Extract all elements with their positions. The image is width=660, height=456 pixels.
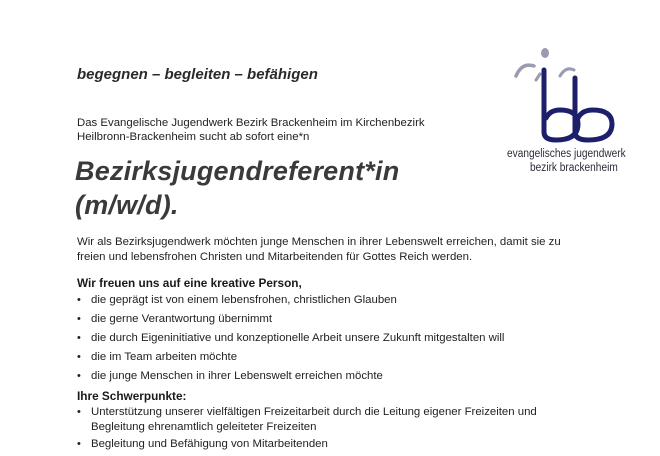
- list-item: • die gerne Verantwortung übernimmt: [77, 313, 273, 325]
- bullet-icon: •: [77, 370, 81, 382]
- bullet-icon: •: [77, 351, 81, 363]
- intro-text: [77, 116, 477, 144]
- job-title: [75, 154, 399, 222]
- description-line-2: freien und lebensfrohen Christen und Mitarbeitenden für Gottes Reich werden.: [77, 251, 473, 263]
- job-title-line-2: (m/w/d).: [75, 190, 179, 220]
- intro-line-1: Das Evangelische Jugendwerk Bezirk Brackenheim im Kirchenbezirk: [77, 117, 425, 129]
- list-item: • die durch Eigeninitiative und konzeptionelle Arbeit unsere Zukunft mitgestalten will: [77, 332, 505, 344]
- description: [77, 235, 597, 265]
- list-item: • Unterstützung unserer vielfältigen Freizeitarbeit durch die Leitung eigener Freizeiten und Begleitung ehrenamtlich geleiteter Freizeiten: [77, 406, 537, 433]
- focus-list: [77, 405, 637, 456]
- list-item: • die im Team arbeiten möchte: [77, 351, 238, 363]
- profile-heading: Wir freuen uns auf eine kreative Person,: [77, 276, 302, 290]
- profile-list: [77, 293, 617, 388]
- job-title-line-1: Bezirksjugendreferent*in: [75, 156, 400, 186]
- list-item: • Begleitung und Befähigung von Mitarbeitenden: [77, 438, 328, 450]
- logo-text-line-2: bezirk brackenheim: [530, 162, 618, 174]
- bullet-icon: •: [77, 313, 81, 325]
- description-line-1: Wir als Bezirksjugendwerk möchten junge Menschen in ihrer Lebenswelt erreichen, damit sie zu: [77, 236, 561, 248]
- logo-text-line-1: evangelisches jugendwerk: [507, 148, 626, 160]
- bullet-icon: •: [77, 406, 81, 418]
- bullet-icon: •: [77, 438, 81, 450]
- slogan: begegnen – begleiten – befähigen: [77, 66, 318, 83]
- bullet-icon: •: [77, 332, 81, 344]
- list-item: • die junge Menschen in ihrer Lebenswelt erreichen möchte: [77, 370, 383, 382]
- intro-line-2: Heilbronn-Brackenheim sucht ab sofort eine*n: [77, 131, 310, 143]
- list-item: • die geprägt ist von einem lebensfrohen, christlichen Glauben: [77, 294, 397, 306]
- focus-heading: Ihre Schwerpunkte:: [77, 389, 187, 403]
- bullet-icon: •: [77, 294, 81, 306]
